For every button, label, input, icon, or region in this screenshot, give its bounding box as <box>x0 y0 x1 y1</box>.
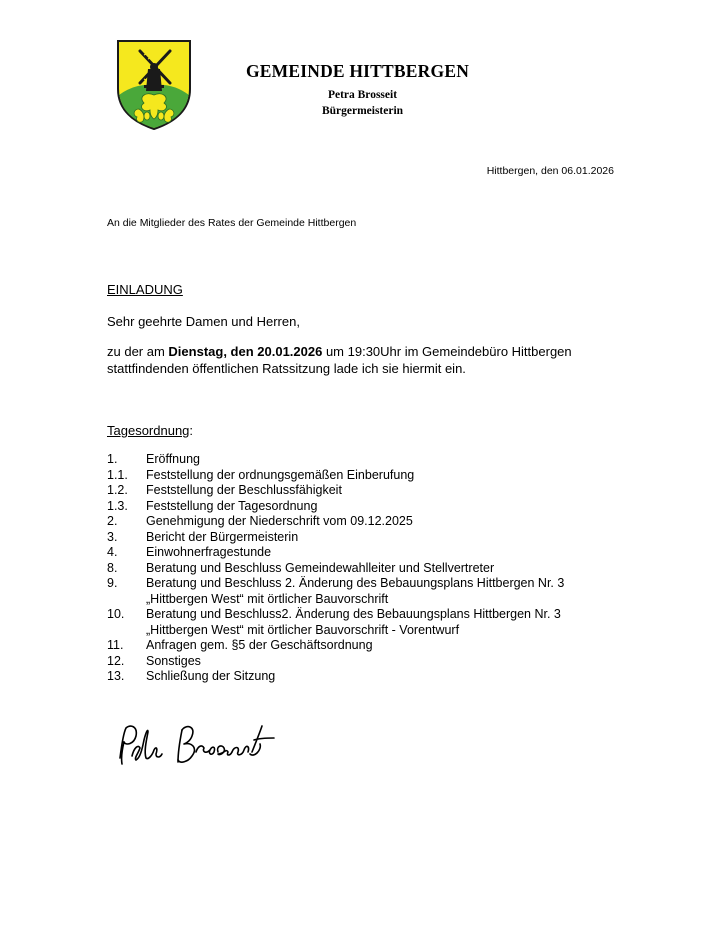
agenda-item-number: 3. <box>107 529 118 544</box>
agenda-item <box>107 545 627 561</box>
mayor-role: Bürgermeisterin <box>321 105 404 117</box>
agenda-item-text <box>146 514 627 530</box>
agenda-item-line: Eröffnung <box>146 452 200 466</box>
coat-of-arms-icon <box>115 39 193 131</box>
agenda-heading <box>107 423 193 438</box>
agenda-item-text <box>146 669 627 685</box>
place-date: Hittbergen, den 06.01.2026 <box>486 165 614 177</box>
agenda-item-text <box>146 530 627 546</box>
agenda-item-number: 2. <box>107 514 118 528</box>
agenda-item <box>107 607 627 638</box>
agenda-item-line: Beratung und Beschluss 2. Änderung des Bebauungsplans Hittbergen Nr. 3 <box>146 576 565 590</box>
agenda-title: Tagesordnung <box>107 423 190 438</box>
agenda-item <box>107 561 627 577</box>
agenda-item-number: 1.2. <box>107 483 128 497</box>
agenda-item-line: Sonstiges <box>146 653 201 668</box>
agenda-item-line: „Hittbergen West“ mit örtlicher Bauvorschrift <box>146 591 389 606</box>
agenda-item <box>107 499 627 515</box>
agenda-item <box>107 576 627 607</box>
recipient-line: An die Mitglieder des Rates der Gemeinde Hittbergen <box>107 217 357 229</box>
agenda-item-line: Beratung und Beschluss2. Änderung des Bebauungsplans Hittbergen Nr. 3 <box>146 607 561 621</box>
agenda-item-text <box>146 607 627 638</box>
agenda-item-line: Anfragen gem. §5 der Geschäftsordnung <box>146 638 373 652</box>
municipality-title: GEMEINDE HITTBERGEN <box>245 61 470 81</box>
agenda-item <box>107 483 627 499</box>
agenda-item-number: 10. <box>107 607 125 621</box>
agenda-item <box>107 530 627 546</box>
agenda-item-text <box>146 545 627 561</box>
agenda-item <box>107 468 627 484</box>
agenda-item-text <box>146 499 627 515</box>
intro-paragraph <box>107 343 627 377</box>
agenda-item-number: 12. <box>107 653 125 668</box>
agenda-item-text <box>146 483 627 499</box>
agenda-colon: : <box>189 423 194 438</box>
agenda-item <box>107 638 627 654</box>
intro-part-2: um 19:30Uhr im Gemeindebüro Hittbergen stattfindenden öffentlichen Ratssitzung lade ich sie hiermit ein. <box>107 344 572 376</box>
agenda-item-line: Bericht der Bürgermeisterin <box>146 529 299 544</box>
signature-icon <box>112 718 282 776</box>
salutation: Sehr geehrte Damen und Herren, <box>107 314 300 329</box>
agenda-item-number: 1.3. <box>107 498 128 513</box>
agenda-item-number: 4. <box>107 545 118 559</box>
agenda-item-line: Schließung der Sitzung <box>146 669 276 683</box>
mayor-name: Petra Brosseit <box>327 89 398 101</box>
agenda-item-number: 8. <box>107 560 118 575</box>
agenda-item-text <box>146 638 627 654</box>
agenda-item-line: Genehmigung der Niederschrift vom 09.12.2025 <box>146 514 413 528</box>
agenda-list <box>107 452 627 685</box>
agenda-item-number: 11. <box>107 638 124 652</box>
agenda-item-number: 1.1. <box>107 467 128 482</box>
agenda-item-line: „Hittbergen West“ mit örtlicher Bauvorschrift - Vorentwurf <box>146 622 460 637</box>
agenda-item <box>107 669 627 685</box>
intro-part-1: zu der am <box>107 344 169 359</box>
agenda-item-line: Feststellung der Beschlussfähigkeit <box>146 483 342 497</box>
agenda-item-text <box>146 452 627 468</box>
invitation-heading: EINLADUNG <box>107 282 183 297</box>
agenda-item-line: Feststellung der ordnungsgemäßen Einberufung <box>146 467 415 482</box>
agenda-item <box>107 452 627 468</box>
agenda-item-line: Beratung und Beschluss Gemeindewahlleiter und Stellvertreter <box>146 560 495 575</box>
agenda-item <box>107 654 627 670</box>
agenda-item-text <box>146 576 627 607</box>
agenda-item-number: 9. <box>107 576 118 590</box>
agenda-item <box>107 514 627 530</box>
agenda-item-number: 13. <box>107 669 125 683</box>
agenda-item-text <box>146 468 627 484</box>
agenda-item-text <box>146 654 627 670</box>
meeting-date: Dienstag, den 20.01.2026 <box>168 344 323 359</box>
agenda-item-number: 1. <box>107 452 118 466</box>
agenda-item-text <box>146 561 627 577</box>
agenda-item-line: Feststellung der Tagesordnung <box>146 498 318 513</box>
agenda-item-line: Einwohnerfragestunde <box>146 545 272 559</box>
